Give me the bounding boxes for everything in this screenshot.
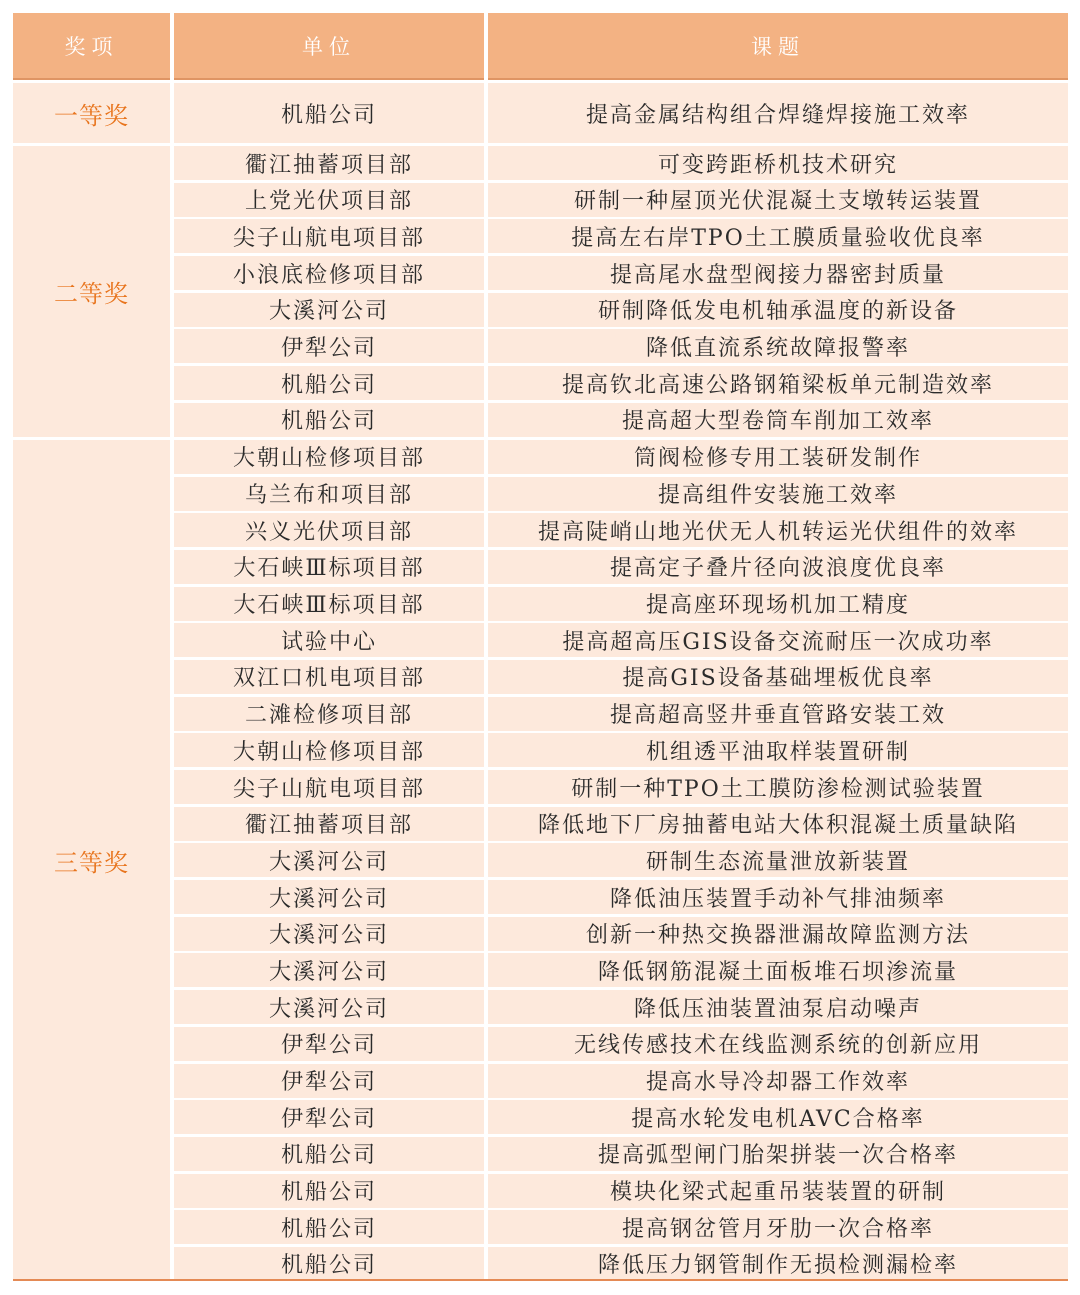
header-topic: 课题 [488,13,1068,80]
table-bottom-rule [13,1279,1068,1281]
unit-cell: 伊犁公司 [174,1064,484,1098]
table-row [174,733,1068,767]
award-group [13,83,1068,143]
topic-cell: 降低压力钢管制作无损检测漏检率 [488,1247,1068,1281]
topic-cell: 降低油压装置手动补气排油频率 [488,880,1068,914]
unit-cell: 双江口机电项目部 [174,660,484,694]
unit-cell: 大石峡Ⅲ标项目部 [174,550,484,584]
table-row [174,1100,1068,1134]
table-row [174,219,1068,253]
unit-cell: 小浪底检修项目部 [174,256,484,290]
table-row [174,329,1068,363]
table-row [174,366,1068,400]
topic-cell: 研制一种TPO土工膜防渗检测试验装置 [488,770,1068,804]
unit-cell: 试验中心 [174,623,484,657]
unit-cell: 衢江抽蓄项目部 [174,146,484,180]
unit-cell: 大溪河公司 [174,990,484,1024]
topic-cell: 无线传感技术在线监测系统的创新应用 [488,1027,1068,1061]
table-row [174,440,1068,474]
table-row [174,660,1068,694]
topic-cell: 提高陡峭山地光伏无人机转运光伏组件的效率 [488,513,1068,547]
table-row [174,953,1068,987]
table-row [174,1247,1068,1281]
topic-cell: 提高钦北高速公路钢箱梁板单元制造效率 [488,366,1068,400]
unit-cell: 大朝山检修项目部 [174,440,484,474]
topic-cell: 提高左右岸TPO土工膜质量验收优良率 [488,219,1068,253]
table-row [174,1210,1068,1244]
unit-cell: 尖子山航电项目部 [174,770,484,804]
unit-cell: 乌兰布和项目部 [174,477,484,511]
table-row [174,1174,1068,1208]
unit-cell: 机船公司 [174,1247,484,1281]
table-row [174,183,1068,217]
unit-cell: 兴义光伏项目部 [174,513,484,547]
table-row [174,880,1068,914]
topic-cell: 提高弧型闸门胎架拼装一次合格率 [488,1137,1068,1171]
table-row [174,623,1068,657]
award-group [13,146,1068,437]
unit-cell: 伊犁公司 [174,329,484,363]
topic-cell: 提高钢岔管月牙肋一次合格率 [488,1210,1068,1244]
topic-cell: 提高水轮发电机AVC合格率 [488,1100,1068,1134]
table-row [174,917,1068,951]
topic-cell: 筒阀检修专用工装研发制作 [488,440,1068,474]
topic-cell: 提高金属结构组合焊缝焊接施工效率 [488,83,1068,143]
unit-cell: 大溪河公司 [174,293,484,327]
topic-cell: 提高超大型卷筒车削加工效率 [488,403,1068,437]
table-row [174,513,1068,547]
table-row [174,256,1068,290]
topic-cell: 研制生态流量泄放新装置 [488,843,1068,877]
unit-cell: 大溪河公司 [174,880,484,914]
table-row [174,403,1068,437]
unit-cell: 机船公司 [174,1174,484,1208]
topic-cell: 可变跨距桥机技术研究 [488,146,1068,180]
table-row [174,477,1068,511]
topic-cell: 提高组件安装施工效率 [488,477,1068,511]
topic-cell: 降低直流系统故障报警率 [488,329,1068,363]
unit-cell: 机船公司 [174,1210,484,1244]
topic-cell: 降低压油装置油泵启动噪声 [488,990,1068,1024]
unit-cell: 机船公司 [174,366,484,400]
topic-cell: 降低地下厂房抽蓄电站大体积混凝土质量缺陷 [488,807,1068,841]
table-body [13,83,1068,1281]
unit-cell: 尖子山航电项目部 [174,219,484,253]
topic-cell: 降低钢筋混凝土面板堆石坝渗流量 [488,953,1068,987]
unit-cell: 大溪河公司 [174,843,484,877]
table-row [174,550,1068,584]
table-row [174,293,1068,327]
topic-cell: 提高超高压GIS设备交流耐压一次成功率 [488,623,1068,657]
topic-cell: 提高尾水盘型阀接力器密封质量 [488,256,1068,290]
unit-cell: 大溪河公司 [174,917,484,951]
unit-cell: 大溪河公司 [174,953,484,987]
topic-cell: 研制一种屋顶光伏混凝土支墩转运装置 [488,183,1068,217]
award-level: 三等奖 [13,440,170,1281]
header-award: 奖项 [13,13,170,80]
table-row [174,1064,1068,1098]
award-level: 二等奖 [13,146,170,437]
award-group [13,440,1068,1281]
topic-cell: 研制降低发电机轴承温度的新设备 [488,293,1068,327]
award-level: 一等奖 [13,83,170,143]
topic-cell: 机组透平油取样装置研制 [488,733,1068,767]
topic-cell: 提高GIS设备基础埋板优良率 [488,660,1068,694]
topic-cell: 提高座环现场机加工精度 [488,587,1068,621]
table-row [174,770,1068,804]
unit-cell: 伊犁公司 [174,1027,484,1061]
unit-cell: 二滩检修项目部 [174,697,484,731]
table-row [174,843,1068,877]
topic-cell: 提高超高竖井垂直管路安装工效 [488,697,1068,731]
topic-cell: 提高水导冷却器工作效率 [488,1064,1068,1098]
table-header [13,13,1068,80]
unit-cell: 伊犁公司 [174,1100,484,1134]
table-row [174,1137,1068,1171]
table-row [174,697,1068,731]
unit-cell: 上党光伏项目部 [174,183,484,217]
table-row [174,83,1068,143]
unit-cell: 大朝山检修项目部 [174,733,484,767]
topic-cell: 创新一种热交换器泄漏故障监测方法 [488,917,1068,951]
table-row [174,807,1068,841]
table-row [174,587,1068,621]
unit-cell: 机船公司 [174,1137,484,1171]
unit-cell: 机船公司 [174,83,484,143]
table-row [174,146,1068,180]
awards-table [13,13,1068,1281]
table-row [174,1027,1068,1061]
topic-cell: 提高定子叠片径向波浪度优良率 [488,550,1068,584]
table-row [174,990,1068,1024]
unit-cell: 衢江抽蓄项目部 [174,807,484,841]
unit-cell: 机船公司 [174,403,484,437]
unit-cell: 大石峡Ⅲ标项目部 [174,587,484,621]
topic-cell: 模块化梁式起重吊装装置的研制 [488,1174,1068,1208]
header-unit: 单位 [174,13,484,80]
